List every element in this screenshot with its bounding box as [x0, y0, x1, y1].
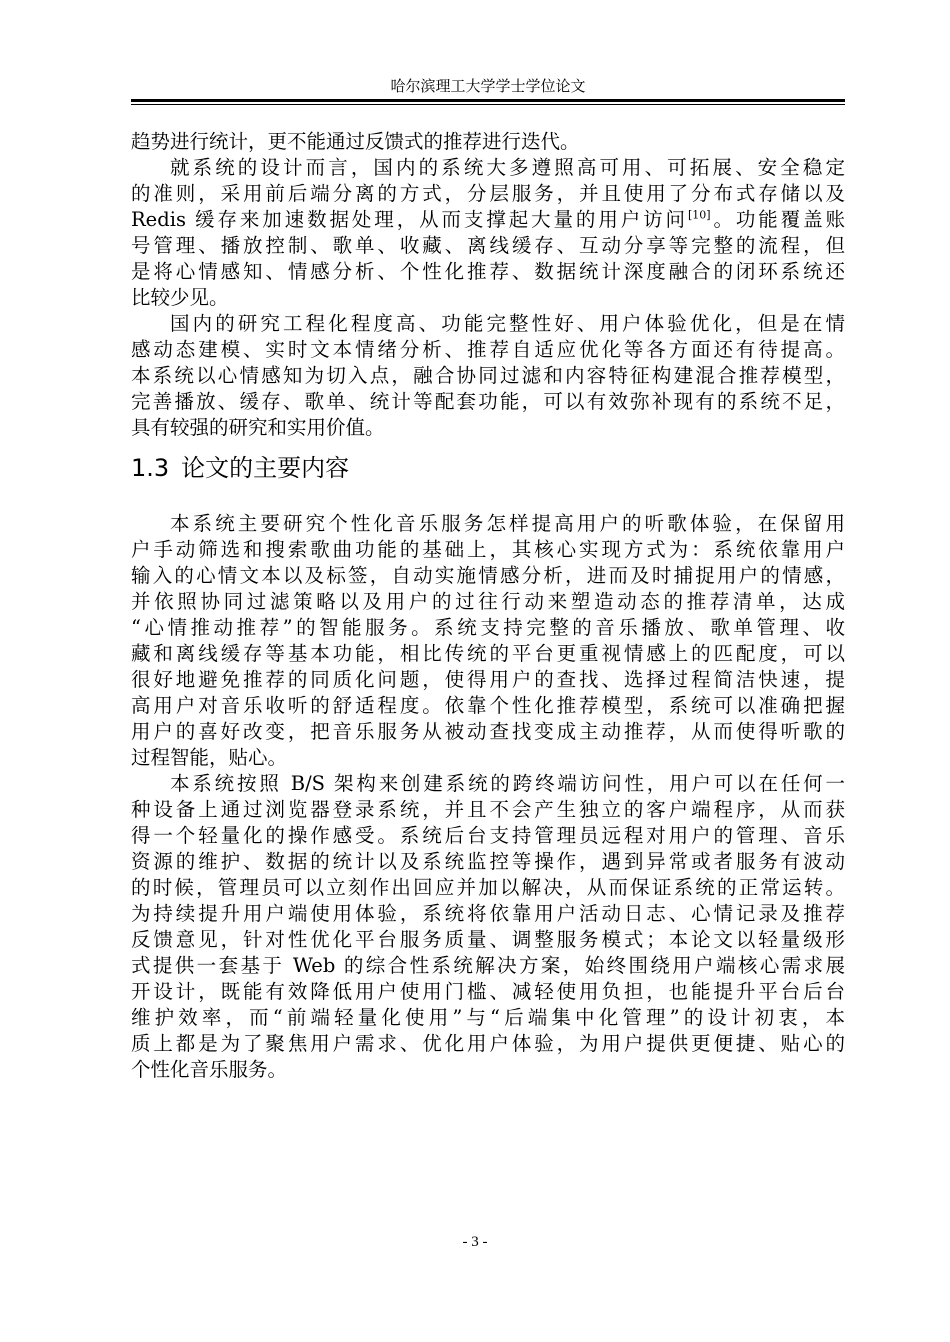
running-header: 哈尔滨理工大学学士学位论文 [390, 77, 586, 95]
text-line: 并依照协同过滤策略以及用户的过往行动来塑造动态的推荐清单，达成 [131, 590, 845, 613]
paragraph-continuation [131, 129, 845, 155]
text-line: 的时候，管理员可以立刻作出回应并加以解决，从而保证系统的正常运转。 [131, 876, 845, 899]
text-line: 趋势进行统计，更不能通过反馈式的推荐进行迭代。 [131, 130, 580, 153]
text-fragment: 。功能覆盖账 [710, 208, 845, 231]
text-line: 本系统以心情感知为切入点，融合协同过滤和内容特征构建混合推荐模型， [131, 364, 845, 387]
text-line: 式提供一套基于 Web 的综合性系统解决方案，始终围绕用户端核心需求展 [131, 954, 845, 977]
text-line: 户手动筛选和搜索歌曲功能的基础上，其核心实现方式为：系统依靠用户 [131, 538, 845, 561]
citation: [10] [687, 208, 711, 222]
text-line: 藏和离线缓存等基本功能，相比传统的平台更重视情感上的匹配度，可以 [131, 642, 845, 665]
text-line: 种设备上通过浏览器登录系统，并且不会产生独立的客户端程序，从而获 [131, 798, 845, 821]
text-line: 过程智能，贴心。 [131, 746, 288, 769]
text-line: 资源的维护、数据的统计以及系统监控等操作，遇到异常或者服务有波动 [131, 850, 845, 873]
header-rule-thick [131, 99, 845, 102]
text-line: 开设计，既能有效降低用户使用门槛、减轻使用负担，也能提升平台后台 [131, 980, 845, 1003]
text-line [131, 207, 845, 233]
text-line: 完善播放、缓存、歌单、统计等配套功能，可以有效弥补现有的系统不足， [131, 390, 845, 413]
page-number: - 3 - [462, 1234, 488, 1250]
text-line: 反馈意见，针对性优化平台服务质量、调整服务模式；本论文以轻量级形 [131, 928, 845, 951]
text-line: 本系统按照 B/S 架构来创建系统的跨终端访问性，用户可以在任何一 [170, 772, 845, 795]
text-line: 质上都是为了聚焦用户需求、优化用户体验，为用户提供更便捷、贴心的 [131, 1032, 845, 1055]
text-line: 输入的心情文本以及标签，自动实施情感分析，进而及时捕捉用户的情感， [131, 564, 845, 587]
text-line: 号管理、播放控制、歌单、收藏、离线缓存、互动分享等完整的流程，但 [131, 234, 845, 257]
text-line: 感动态建模、实时文本情绪分析、推荐自适应优化等各方面还有待提高。 [131, 338, 845, 361]
paragraph-domestic-research [131, 311, 845, 441]
text-line: 国内的研究工程化程度高、功能完整性好、用户体验优化，但是在情 [170, 312, 845, 335]
section-number: 1.3 [131, 454, 170, 482]
section-heading [131, 452, 349, 484]
text-line: 维护效率，而“前端轻量化使用”与“后端集中化管理”的设计初衷，本 [131, 1006, 845, 1029]
text-line: 具有较强的研究和实用价值。 [131, 416, 385, 439]
paragraph-bs-architecture [131, 771, 845, 1083]
text-line: “心情推动推荐”的智能服务。系统支持完整的音乐播放、歌单管理、收 [131, 616, 845, 639]
text-line: 本系统主要研究个性化音乐服务怎样提高用户的听歌体验，在保留用 [170, 512, 845, 535]
text-line: 就系统的设计而言，国内的系统大多遵照高可用、可拓展、安全稳定 [170, 156, 845, 179]
text-line: 用户的喜好改变，把音乐服务从被动查找变成主动推荐，从而使得听歌的 [131, 720, 845, 743]
text-line: 的准则，采用前后端分离的方式，分层服务，并且使用了分布式存储以及 [131, 182, 845, 205]
section-title: 论文的主要内容 [181, 454, 350, 482]
text-line: 很好地避免推荐的同质化问题，使得用户的查找、选择过程简洁快速，提 [131, 668, 845, 691]
paragraph-main-content [131, 511, 845, 771]
header-rule-thin [131, 104, 845, 105]
text-fragment: Redis 缓存来加速数据处理，从而支撑起大量的用户访问 [131, 208, 688, 231]
paragraph-system-design [131, 155, 845, 311]
text-line: 比较少见。 [131, 286, 229, 309]
text-line: 为持续提升用户端使用体验，系统将依靠用户活动日志、心情记录及推荐 [131, 902, 845, 925]
text-line: 高用户对音乐收听的舒适程度。依靠个性化推荐模型，系统可以准确把握 [131, 694, 845, 717]
text-line: 得一个轻量化的操作感受。系统后台支持管理员远程对用户的管理、音乐 [131, 824, 845, 847]
text-line: 个性化音乐服务。 [131, 1058, 288, 1081]
text-line: 是将心情感知、情感分析、个性化推荐、数据统计深度融合的闭环系统还 [131, 260, 845, 283]
